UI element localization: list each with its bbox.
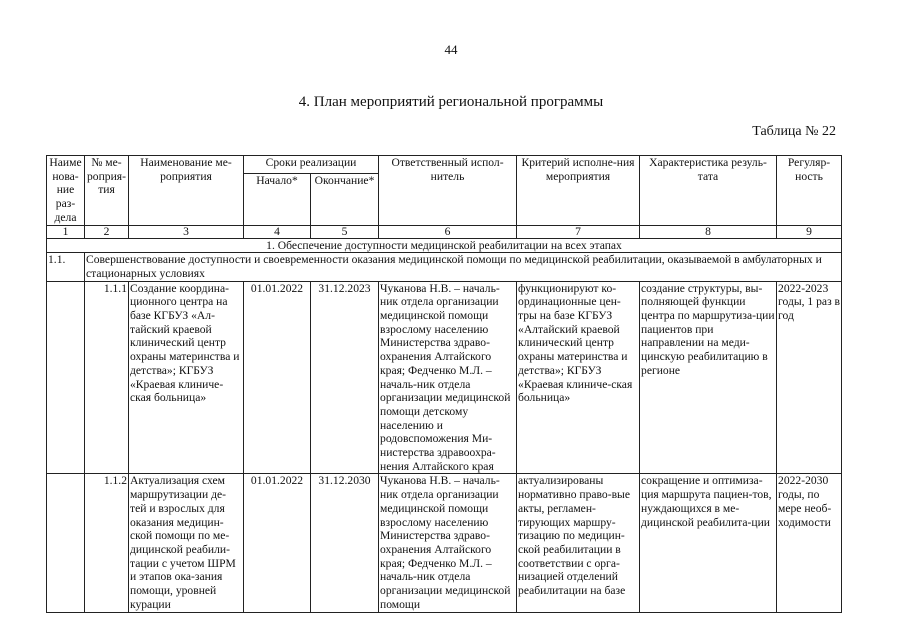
table-caption: Таблица № 22 [752,124,836,139]
table-row [47,281,842,474]
header-criterion: Критерий исполне-ния мероприятия [517,156,640,226]
event-criterion: функционируют ко-ординационные цен-тры на базе КГБУЗ «Алтайский краевой клинический центр охраны материнства и детства»; КГБУЗ «Краевая клиниче-ская больница» [517,281,640,474]
event-criterion: актуализированы нормативно право-вые акты, регламен-тирующих маршру-тизацию по медицин-ской реабилитации в соответствии с орга-низацией отделений реабилитации на базе [517,474,640,612]
header-regularity: Регуляр-ность [777,156,842,226]
event-number: 1.1.1 [85,281,129,474]
event-start: 01.01.2022 [244,281,311,474]
event-start: 01.01.2022 [244,474,311,612]
subsection-code: 1.1. [47,253,85,281]
column-number: 8 [640,225,777,238]
event-responsible: Чуканова Н.В. – началь-ник отдела организации медицинской помощи взрослому населению Министерства здраво-охранения Алтайского края; Федченко М.Л. –началь-ник отдела организации медицинской помощи детскому населению и родовспоможения Ми-нистерства здравоохра-нения Алтайского края [379,281,517,474]
header-result: Характеристика резуль-тата [640,156,777,226]
column-number: 2 [85,225,129,238]
section-heading: 1. Обеспечение доступности медицинской реабилитации на всех этапах [47,238,842,253]
section-row [47,238,842,253]
header-implementation-period: Сроки реализации [244,156,379,174]
section-title: 4. План мероприятий региональной программы [298,94,604,110]
column-numbers-row [47,225,842,238]
subsection-text: Совершенствование доступности и своевременности оказания медицинской помощи по медицинской реабилитации, оказываемой в амбулаторных и стационарных условиях [85,253,842,281]
subsection-row [47,253,842,281]
event-result: создание структуры, вы-полняющей функции центра по маршрутиза-ции пациентов при направлении на меди-цинскую реабилитацию в регионе [640,281,777,474]
event-name: Создание координа-ционного центра на базе КГБУЗ «Ал-тайский краевой клинический центр охраны материнства и детства»; КГБУЗ «Краевая клиниче-ская больница» [129,281,244,474]
header-event-name: Наименование ме-роприятия [129,156,244,226]
header-start: Начало* [244,173,311,225]
header-responsible: Ответственный испол-нитель [379,156,517,226]
section-cell [47,281,85,474]
column-number: 1 [47,225,85,238]
event-result: сокращение и оптимиза-ция маршрута пациен-тов, нуждающихся в ме-дицинской реабилита-ции [640,474,777,612]
event-regularity: 2022-2030 годы, по мере необ-ходимости [777,474,842,612]
event-end: 31.12.2023 [311,281,379,474]
table-row [47,474,842,612]
event-regularity: 2022-2023 годы, 1 раз в год [777,281,842,474]
event-end: 31.12.2030 [311,474,379,612]
event-name: Актуализация схем маршрутизации де-тей и взрослых для оказания медицин-ской помощи по ме-дицинской реабили-тации с учетом ШРМ и этапов ока-зания помощи, уровней курации [129,474,244,612]
event-responsible: Чуканова Н.В. – началь-ник отдела организации медицинской помощи взрослому населению Министерства здраво-охранения Алтайского края; Федченко М.Л. –началь-ник отдела организации медицинской помощи [379,474,517,612]
page-number: 44 [444,42,458,57]
column-number: 3 [129,225,244,238]
section-cell [47,474,85,612]
column-number: 5 [311,225,379,238]
column-number: 4 [244,225,311,238]
plan-table [46,155,842,613]
header-row [47,156,842,174]
header-section-name: Наиме нова-ние раз-дела [47,156,85,226]
column-number: 6 [379,225,517,238]
event-number: 1.1.2 [85,474,129,612]
header-event-number: № ме-роприя-тия [85,156,129,226]
column-number: 7 [517,225,640,238]
column-number: 9 [777,225,842,238]
header-end: Окончание* [311,173,379,225]
